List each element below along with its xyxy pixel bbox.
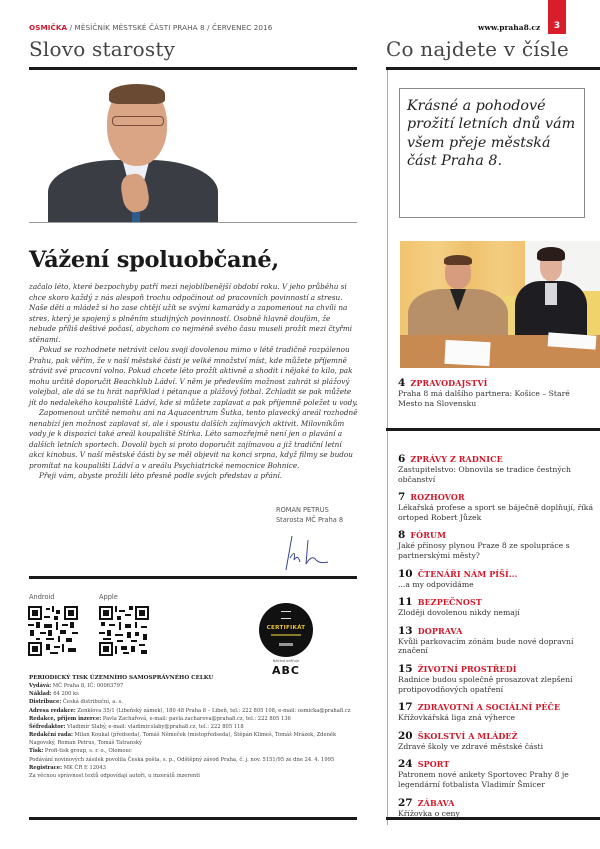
- toc-item[interactable]: 17 ZDRAVOTNÍ A SOCIÁLNÍ PÉČE Křížovkářská liga zná výherce: [398, 701, 561, 723]
- toc-item[interactable]: 24 SPORT Patronem nové ankety Sportovec Prahy 8 je legendární fotbalista Vladimír Šmicer: [398, 758, 569, 789]
- certificate-title: CERTIFIKÁT: [266, 625, 306, 631]
- toc-item[interactable]: 6 ZPRÁVY Z RADNICE Zastupitelstvo: Obnovila se tradice čestných občanství: [398, 453, 571, 484]
- toc-item[interactable]: 20 ŠKOLSTVÍ A MLÁDEŽ Zdravé školy ve zdravé městské části: [398, 729, 544, 751]
- contents-list: [398, 451, 594, 823]
- imprint-line: Podávání novinových zásilek povolila Česká pošta, s. p., Odštěpný závod Praha, č. j. nov. 5151/95 ze dne 24. 4. 1995: [29, 756, 335, 763]
- divider: [386, 428, 600, 431]
- imprint-line: Šéfredaktor: Vladimír Slabý, e-mail: vladimir.slaby@praha8.cz, tel.: 222 805 118: [29, 723, 244, 730]
- photo-underline: [29, 222, 357, 223]
- page-ref: 4: [398, 377, 406, 389]
- brand-name: OSMIČKA: [29, 23, 68, 32]
- android-qr-code-icon[interactable]: [28, 606, 78, 656]
- toc-item[interactable]: 10 ČTENÁŘI NÁM PÍŠÍ... ...a my odpovídáme: [398, 567, 518, 589]
- divider: [29, 817, 357, 820]
- paragraph: Zapomenout určitě nemohu ani na Aquacentrum Šutka, tento plavecký areál rozhodně nenabízí jen možnost zaplavat si, ale i spoustu dalších zajímavých aktivit. Milovníkům vody je k dispozici také areál koupaliště Stírka. Léto samozřejmě není jen o plavání a dalších letních sportech. Dovolil bych si proto doporučit zajímavou a již tradiční letní akci kinobus. V naší městské části by se měl objevit na konci srpna, když filmy se budou promítat na koupališti Ládví a v areálu Psychiatrické nemocnice Bohnice.: [29, 408, 358, 470]
- divider: [29, 67, 357, 70]
- imprint-line: Redakce, příjem inzerce: Pavla Zachařová, e-mail: pavla.zacharova@praha8.cz, tel.: 222 805 136: [29, 715, 291, 722]
- imprint-line: Adresa redakce: Zenklova 35/1 (Libeňský zámek), 180 48 Praha 8 – Libeň, tel.: 222 805 108, e-mail: osmicka@praha8.cz: [29, 707, 351, 714]
- certificate-badge-icon: [259, 603, 313, 657]
- audit-label: Náklad ověřuje: [272, 659, 300, 663]
- mayor-letter: [29, 282, 359, 482]
- abc-logo: ABC: [272, 664, 300, 677]
- column-divider: [387, 70, 388, 825]
- apple-qr-code-icon[interactable]: [99, 606, 149, 656]
- toc-item[interactable]: 15 ŽIVOTNÍ PROSTŘEDÍ Radnice budou společně prosazovat zlepšení protipovodňových opatření: [398, 662, 573, 694]
- signature-block: [276, 505, 343, 525]
- summer-greeting-box: [399, 88, 585, 218]
- partnership-photo: [400, 241, 600, 368]
- signer-role: Starosta MČ Praha 8: [276, 516, 344, 524]
- website-link[interactable]: www.praha8.cz: [478, 23, 541, 32]
- imprint-line: Náklad: 64 200 ks: [29, 691, 79, 698]
- paragraph: začalo léto, které bezpochyby patří mezi nejoblíbenější období roku. V jeho průběhu si chce skoro každý z nás alespoň trochu odpočinout od pracovních povinností a stresu. Naše děti a mládež si ho zase chtějí užít se svými kamarády a zapomenout na chvíli na stres, který je spojený s plněním studijných povinností. Osobně hlavně doufám, že nebude příliš deštivé počasí, abychom co nejméně svého času museli prožít mezi čtyřmi stěnami.: [29, 282, 353, 344]
- article-teaser: Praha 8 má dalšího partnera: Košice – Staré Mesto na Slovensku: [398, 389, 570, 408]
- imprint-line: Za věcnou správnost textů odpovídají autoři, u inzerátů inzerenti: [29, 772, 200, 779]
- paragraph: Pokud se rozhodnete netrávit celou svoji dovolenou mimo v létě tradičně rozpálenou Prahu, pak věřím, že v naší městské části je velké množství míst, kde můžete příjemně strávit své pracovní volno. Pokud chcete léto prožít aktivně a shodit i nějaké to kilo, pak mohu určitě doporučit Beachklub Ládví. V něm je především možnost zahrát si plážový volejbal, ale dá se tu hrát například i pétanque a plážový fotbal. Zchladit se pak můžete jít do nedalekého koupaliště Ládví, kde si můžete zaplavat a pak příjemně poležet u vody.: [29, 345, 358, 407]
- divider: [386, 817, 600, 820]
- imprint-block: [29, 674, 359, 780]
- imprint-line: Registrace: MK ČR E 12043: [29, 764, 106, 771]
- imprint-line: Tisk: Profi-tisk group, s. r. o., Olomouc: [29, 748, 132, 755]
- letter-greeting: Vážení spoluobčané,: [29, 247, 279, 273]
- page-header: [29, 21, 589, 35]
- signer-name: ROMAN PETRUS: [276, 506, 329, 514]
- handwritten-signature-icon: [276, 530, 336, 575]
- toc-item[interactable]: 11 BEZPEČNOST Zloději dovolenou nikdy nemají: [398, 596, 520, 618]
- divider: [386, 67, 600, 70]
- imprint-line: Distribuce: Česká distribuční, a. s.: [29, 699, 123, 706]
- section-title-contents: Co najdete v čísle: [386, 37, 569, 61]
- divider: [29, 576, 357, 579]
- toc-item[interactable]: 13 DOPRAVA Kvůli parkovacím zónám bude nové dopravní značení: [398, 624, 574, 656]
- apple-label: Apple: [99, 593, 118, 601]
- quote-text: Krásné a pohodové prožití letních dnů vám všem přeje městská část Praha 8.: [407, 98, 576, 169]
- toc-item[interactable]: 27 ZÁBAVA Křížovka o ceny: [398, 796, 460, 818]
- imprint-line: Redakční rada: Milan Koukal (předseda), Tomáš Němeček (místopředseda), Štěpán Klimeš, Tomáš Mrázek, Zdeněk Nagovský, Roman Petrus, Tomáš Tatranský: [29, 732, 337, 747]
- toc-item[interactable]: 8 FÓRUM Jaké přínosy plynou Praze 8 ze spolupráce s partnerskými městy?: [398, 529, 570, 560]
- mayor-photo: [45, 82, 220, 222]
- paragraph: Přeji vám, abyste prožili léto přesně podle svých představ a přání.: [39, 471, 283, 480]
- section-title-mayor: Slovo starosty: [29, 37, 176, 61]
- publication-subtitle: / MĚSÍČNÍK MĚSTSKÉ ČÁSTI PRAHA 8 / ČERVENEC 2016: [67, 23, 273, 32]
- imprint-line: Vydává: MČ Praha 8, IČ: 00063797: [29, 683, 124, 690]
- toc-item[interactable]: 7 ROZHOVOR Lékařská profese a sport se báječně doplňují, říká ortoped Robert Jůzek: [398, 491, 594, 522]
- publication-line: [29, 23, 272, 32]
- imprint-heading: PERIODICKÝ TISK ÚZEMNÍHO SAMOSPRÁVNÉHO CELKU: [29, 675, 214, 681]
- page-number-badge: 3: [548, 0, 566, 34]
- category-label: ZPRAVODAJSTVÍ: [410, 378, 488, 388]
- android-label: Android: [29, 593, 55, 601]
- featured-article[interactable]: [398, 375, 594, 413]
